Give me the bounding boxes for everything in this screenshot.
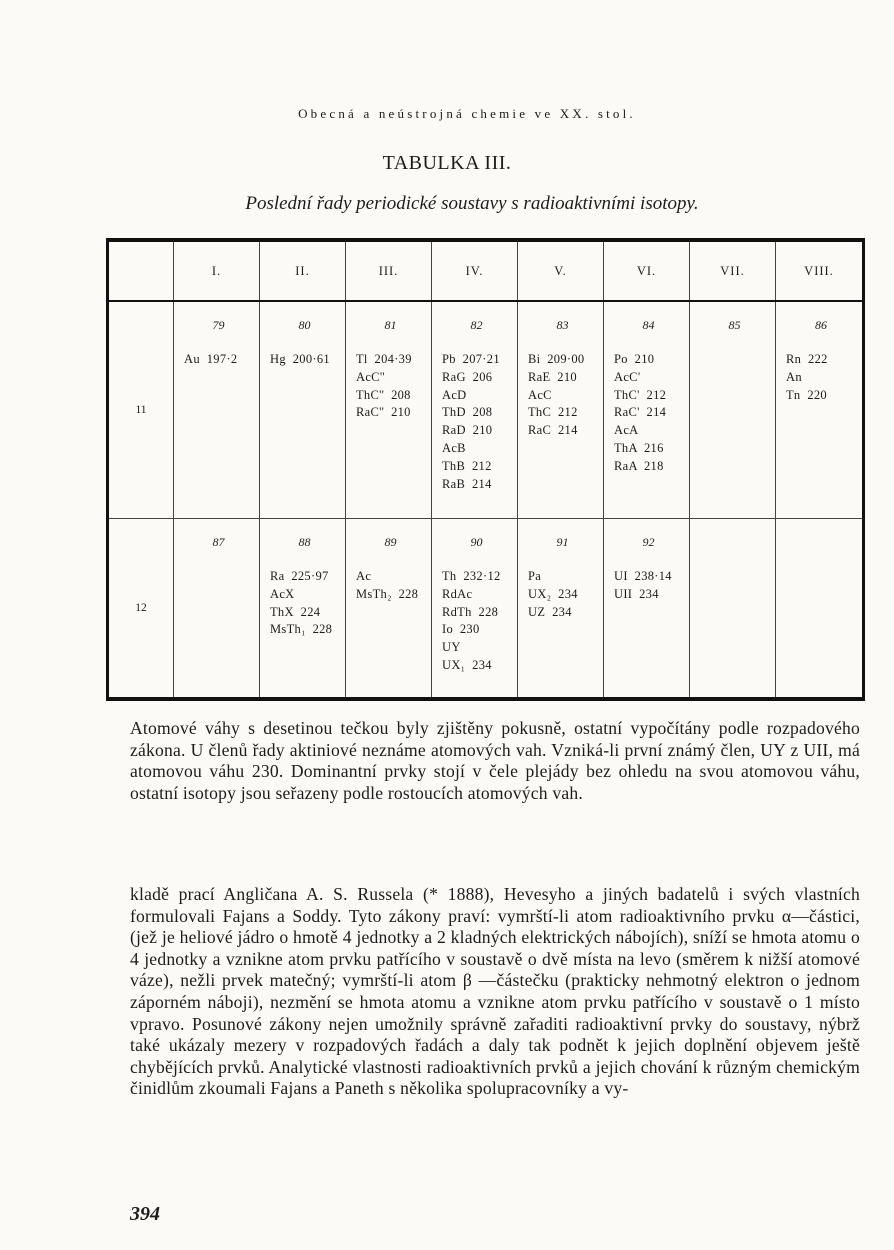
isotope-entry: RaB 214 <box>442 476 492 491</box>
element-cell <box>690 301 776 519</box>
group-header: VIII. <box>776 240 864 301</box>
isotope-entry: MsTh₁ 228 <box>270 622 333 637</box>
isotope-entry: RaG 206 <box>442 369 493 384</box>
atomic-number: 84 <box>642 318 655 332</box>
body-paragraph-text: kladě prací Angličana A. S. Russela (* 1888), Hevesyho a jiných badatelů i svých vlastních formulovali Fajans a Soddy. Tyto zákony praví: vymrští-li atom radioaktivního prvku α—částici, (jež je heliové jádro o hmotě 4 jednotky a 2 kladných elektrických nábojích), sníží se hmota atomu o 4 jednotky a vznikne atom prvku patřícího v soustavě o dvě místa na levo (směrem k nižší atomové váze), nežli prvek matečný; vymrští-li atom β —částečku (prakticky nehmotný elektron o jednom záporném náboji), nezmění se hmota atomu a vznikne atom prvku patřícího v soustavě o 1 místo vpravo. Posunové zákony nejen umožnily správně zařaditi radioaktivní prvky do soustavy, nýbrž také ukázaly mezery v rozpadových řadách a daly tak podnět k jejich doplnění objevem ještě chybějících prvků. Analytické vlastnosti radioaktivních prvků a jejich chování k různým chemickým činidlům zkoumali Fajans a Paneth s několika spolupracovníky a vy- <box>130 884 860 1099</box>
atomic-number: 79 <box>212 318 225 332</box>
element-cell <box>174 519 260 700</box>
isotope-entry: Pa <box>528 569 542 583</box>
isotope-entry: RdTh 228 <box>442 604 499 619</box>
isotope-entry: Tn 220 <box>786 387 827 402</box>
isotope-entry: RaA 218 <box>614 458 664 473</box>
atomic-number: 81 <box>384 318 397 332</box>
isotope-entry: Hg 200·61 <box>270 352 330 366</box>
element-cell <box>432 519 518 700</box>
isotope-entry: Pb 207·21 <box>442 352 500 366</box>
isotope-entry: Ra 225·97 <box>270 569 329 583</box>
element-cell <box>346 301 432 519</box>
table-footnote-text: Atomové váhy s desetinou tečkou byly zjištěny pokusně, ostatní vypočítány podle rozpadového zákona. U členů řady aktiniové neznáme atomových vah. Vzniká-li první známý člen, UY z UII, má atomovou váhu 230. Dominantní prvky stojí v čele plejády bez ohledu na svou atomovou váhu, ostatní isotopy jsou seřazeny podle rostoucích atomových vah. <box>130 718 860 803</box>
table-title: TABULKA III. <box>382 152 512 174</box>
isotope-entry: Io 230 <box>442 622 480 637</box>
isotope-entry: MsTh₂ 228 <box>356 586 419 601</box>
table-footnote <box>130 718 860 804</box>
atomic-number: 86 <box>815 318 827 332</box>
isotope-entry: AcC'' <box>356 369 385 384</box>
element-cell <box>260 301 346 519</box>
element-cell <box>260 519 346 700</box>
isotope-entry: RaC'' 210 <box>356 405 411 420</box>
isotope-entry: Tl 204·39 <box>356 352 412 366</box>
element-cell <box>346 519 432 700</box>
isotope-entry: RaC' 214 <box>614 405 667 420</box>
isotope-entry: UX₁ 234 <box>442 657 492 672</box>
atomic-number: 91 <box>556 535 569 549</box>
isotope-entry: Po 210 <box>614 352 655 366</box>
isotope-entry: ThD 208 <box>442 405 493 420</box>
period-number: 11 <box>108 301 174 519</box>
isotope-entry: Bi 209·00 <box>528 352 585 366</box>
element-cell <box>432 301 518 519</box>
isotope-entry: ThC' 212 <box>614 387 667 402</box>
group-header: III. <box>346 240 432 301</box>
isotope-entry: UX₂ 234 <box>528 586 578 601</box>
atomic-number: 90 <box>470 535 483 549</box>
period-row <box>108 301 864 519</box>
isotope-entry: AcA <box>614 423 639 438</box>
running-head: Obecná a neústrojná chemie ve XX. stol. <box>298 106 636 121</box>
isotope-entry: ThB 212 <box>442 458 492 473</box>
group-header: IV. <box>432 240 518 301</box>
element-cell <box>776 519 864 700</box>
element-cell <box>776 301 864 519</box>
periodic-table <box>106 238 865 701</box>
isotope-entry: UII 234 <box>614 586 659 601</box>
isotope-entry: An <box>786 369 802 384</box>
isotope-entry: Ac <box>356 569 372 583</box>
isotope-entry: AcX <box>270 586 295 601</box>
isotope-entry: RaD 210 <box>442 423 493 438</box>
isotope-entry: RaC 214 <box>528 423 578 438</box>
isotope-entry: Au 197·2 <box>184 352 238 366</box>
group-header: I. <box>174 240 260 301</box>
element-cell <box>174 301 260 519</box>
isotope-entry: UZ 234 <box>528 604 572 619</box>
isotope-entry: AcC' <box>614 369 641 384</box>
element-cell <box>690 519 776 700</box>
group-header-row <box>108 240 864 301</box>
isotope-entry: ThC 212 <box>528 405 578 420</box>
isotope-entry: RaE 210 <box>528 369 577 384</box>
atomic-number: 85 <box>728 318 741 332</box>
atomic-number: 87 <box>212 535 225 549</box>
group-header: VI. <box>604 240 690 301</box>
period-number: 12 <box>108 519 174 700</box>
isotope-entry: UY <box>442 640 461 655</box>
group-header: V. <box>518 240 604 301</box>
atomic-number <box>786 535 856 550</box>
isotope-entry: AcD <box>442 387 467 402</box>
group-header: VII. <box>690 240 776 301</box>
table-caption: Poslední řady periodické soustavy s radioaktivními isotopy. <box>245 193 699 214</box>
atomic-number: 88 <box>298 535 311 549</box>
isotope-entry: UI 238·14 <box>614 569 672 583</box>
isotope-entry: ThA 216 <box>614 440 664 455</box>
atomic-number: 82 <box>470 318 483 332</box>
isotope-entry: ThX 224 <box>270 604 321 619</box>
isotope-entry: AcC <box>528 387 552 402</box>
atomic-number: 89 <box>384 535 397 549</box>
isotope-entry: Th 232·12 <box>442 569 501 583</box>
element-cell <box>604 519 690 700</box>
isotope-entry: ThC'' 208 <box>356 387 411 402</box>
isotope-entry: Rn 222 <box>786 352 828 366</box>
body-paragraph <box>130 884 860 1100</box>
group-header-corner <box>108 240 174 301</box>
isotope-entry: RdAc <box>442 586 473 601</box>
element-cell <box>518 519 604 700</box>
element-cell <box>518 301 604 519</box>
atomic-number <box>700 535 769 550</box>
isotope-entry: AcB <box>442 440 466 455</box>
atomic-number: 80 <box>298 318 311 332</box>
element-cell <box>604 301 690 519</box>
atomic-number: 92 <box>642 535 655 549</box>
period-row <box>108 519 864 700</box>
page-number: 394 <box>130 1203 160 1225</box>
atomic-number: 83 <box>556 318 569 332</box>
group-header: II. <box>260 240 346 301</box>
